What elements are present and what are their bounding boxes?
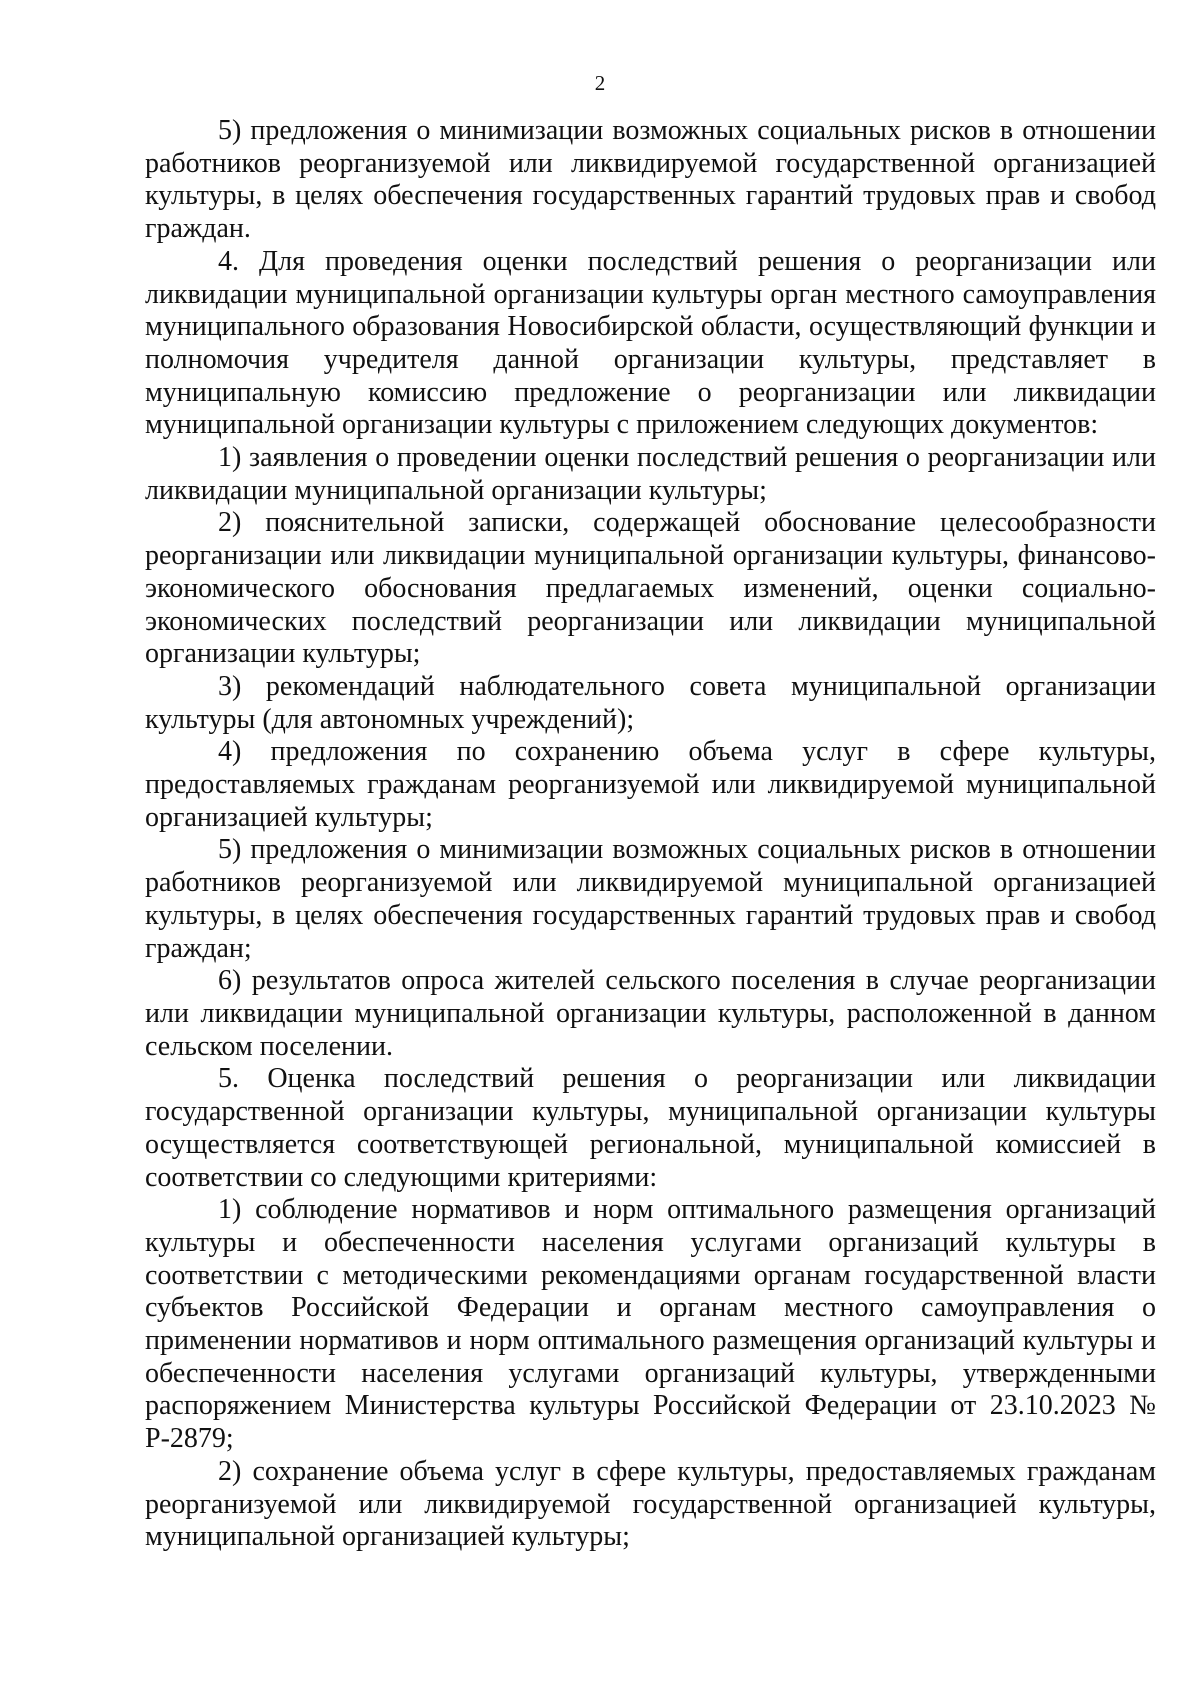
paragraph-item-6: 6) результатов опроса жителей сельского поселения в случае реорганизации или ликвидации муниципальной организации культуры, расположенной в данном сельском поселении. <box>145 965 1156 1062</box>
paragraph-item-3: 3) рекомендаций наблюдательного совета муниципальной организации культуры (для автономных учреждений); <box>145 670 1156 735</box>
paragraph-criterion-1: 1) соблюдение нормативов и норм оптимального размещения организаций культуры и обеспеченности населения услугами организаций культуры в соответствии с методическими рекомендациями органам государственной власти субъектов Российской Федерации и органам местного самоуправления о применении нормативов и норм оптимального размещения организаций культуры и обеспеченности населения услугами организаций культуры, утвержденными распоряжением Министерства культуры Российской Федерации от 23.10.2023 № Р-2879; <box>145 1194 1156 1455</box>
paragraph-section-5: 5. Оценка последствий решения о реорганизации или ликвидации государственной организации культуры, муниципальной организации культуры осуществляется соответствующей региональной, муниципальной комиссией в соответствии со следующими критериями: <box>145 1063 1156 1193</box>
paragraph-item-1: 1) заявления о проведении оценки последствий решения о реорганизации или ликвидации муниципальной организации культуры; <box>145 442 1156 506</box>
paragraph-section-4: 4. Для проведения оценки последствий решения о реорганизации или ликвидации муниципальной организации культуры орган местного самоуправления муниципального образования Новосибирской области, осуществляющий функции и полномочия учредителя данной организации культуры, представляет в муниципальную комиссию предложение о реорганизации или ликвидации муниципальной организации культуры с приложением следующих документов: <box>145 245 1156 441</box>
paragraph-criterion-2: 2) сохранение объема услуг в сфере культуры, предоставляемых гражданам реорганизуемой или ликвидируемой государственной организацией культуры, муниципальной организацией культуры; <box>145 1455 1156 1553</box>
page-number: 2 <box>594 71 606 95</box>
paragraph-item-2: 2) пояснительной записки, содержащей обоснование целесообразности реорганизации или ликвидации муниципальной организации культуры, финансово-экономического обоснования предлагаемых изменений, оценки социально-экономических последствий реорганизации или ликвидации муниципальной организации культуры; <box>145 507 1156 670</box>
document-body <box>145 115 1156 1554</box>
paragraph-item-5: 5) предложения о минимизации возможных социальных рисков в отношении работников реорганизуемой или ликвидируемой муниципальной организацией культуры, в целях обеспечения государственных гарантий трудовых прав и свобод граждан; <box>145 834 1156 964</box>
paragraph-item-5-intro: 5) предложения о минимизации возможных социальных рисков в отношении работников реорганизуемой или ликвидируемой государственной организацией культуры, в целях обеспечения государственных гарантий трудовых прав и свобод граждан. <box>145 115 1156 245</box>
paragraph-item-4: 4) предложения по сохранению объема услуг в сфере культуры, предоставляемых гражданам реорганизуемой или ликвидируемой муниципальной организацией культуры; <box>145 736 1156 833</box>
